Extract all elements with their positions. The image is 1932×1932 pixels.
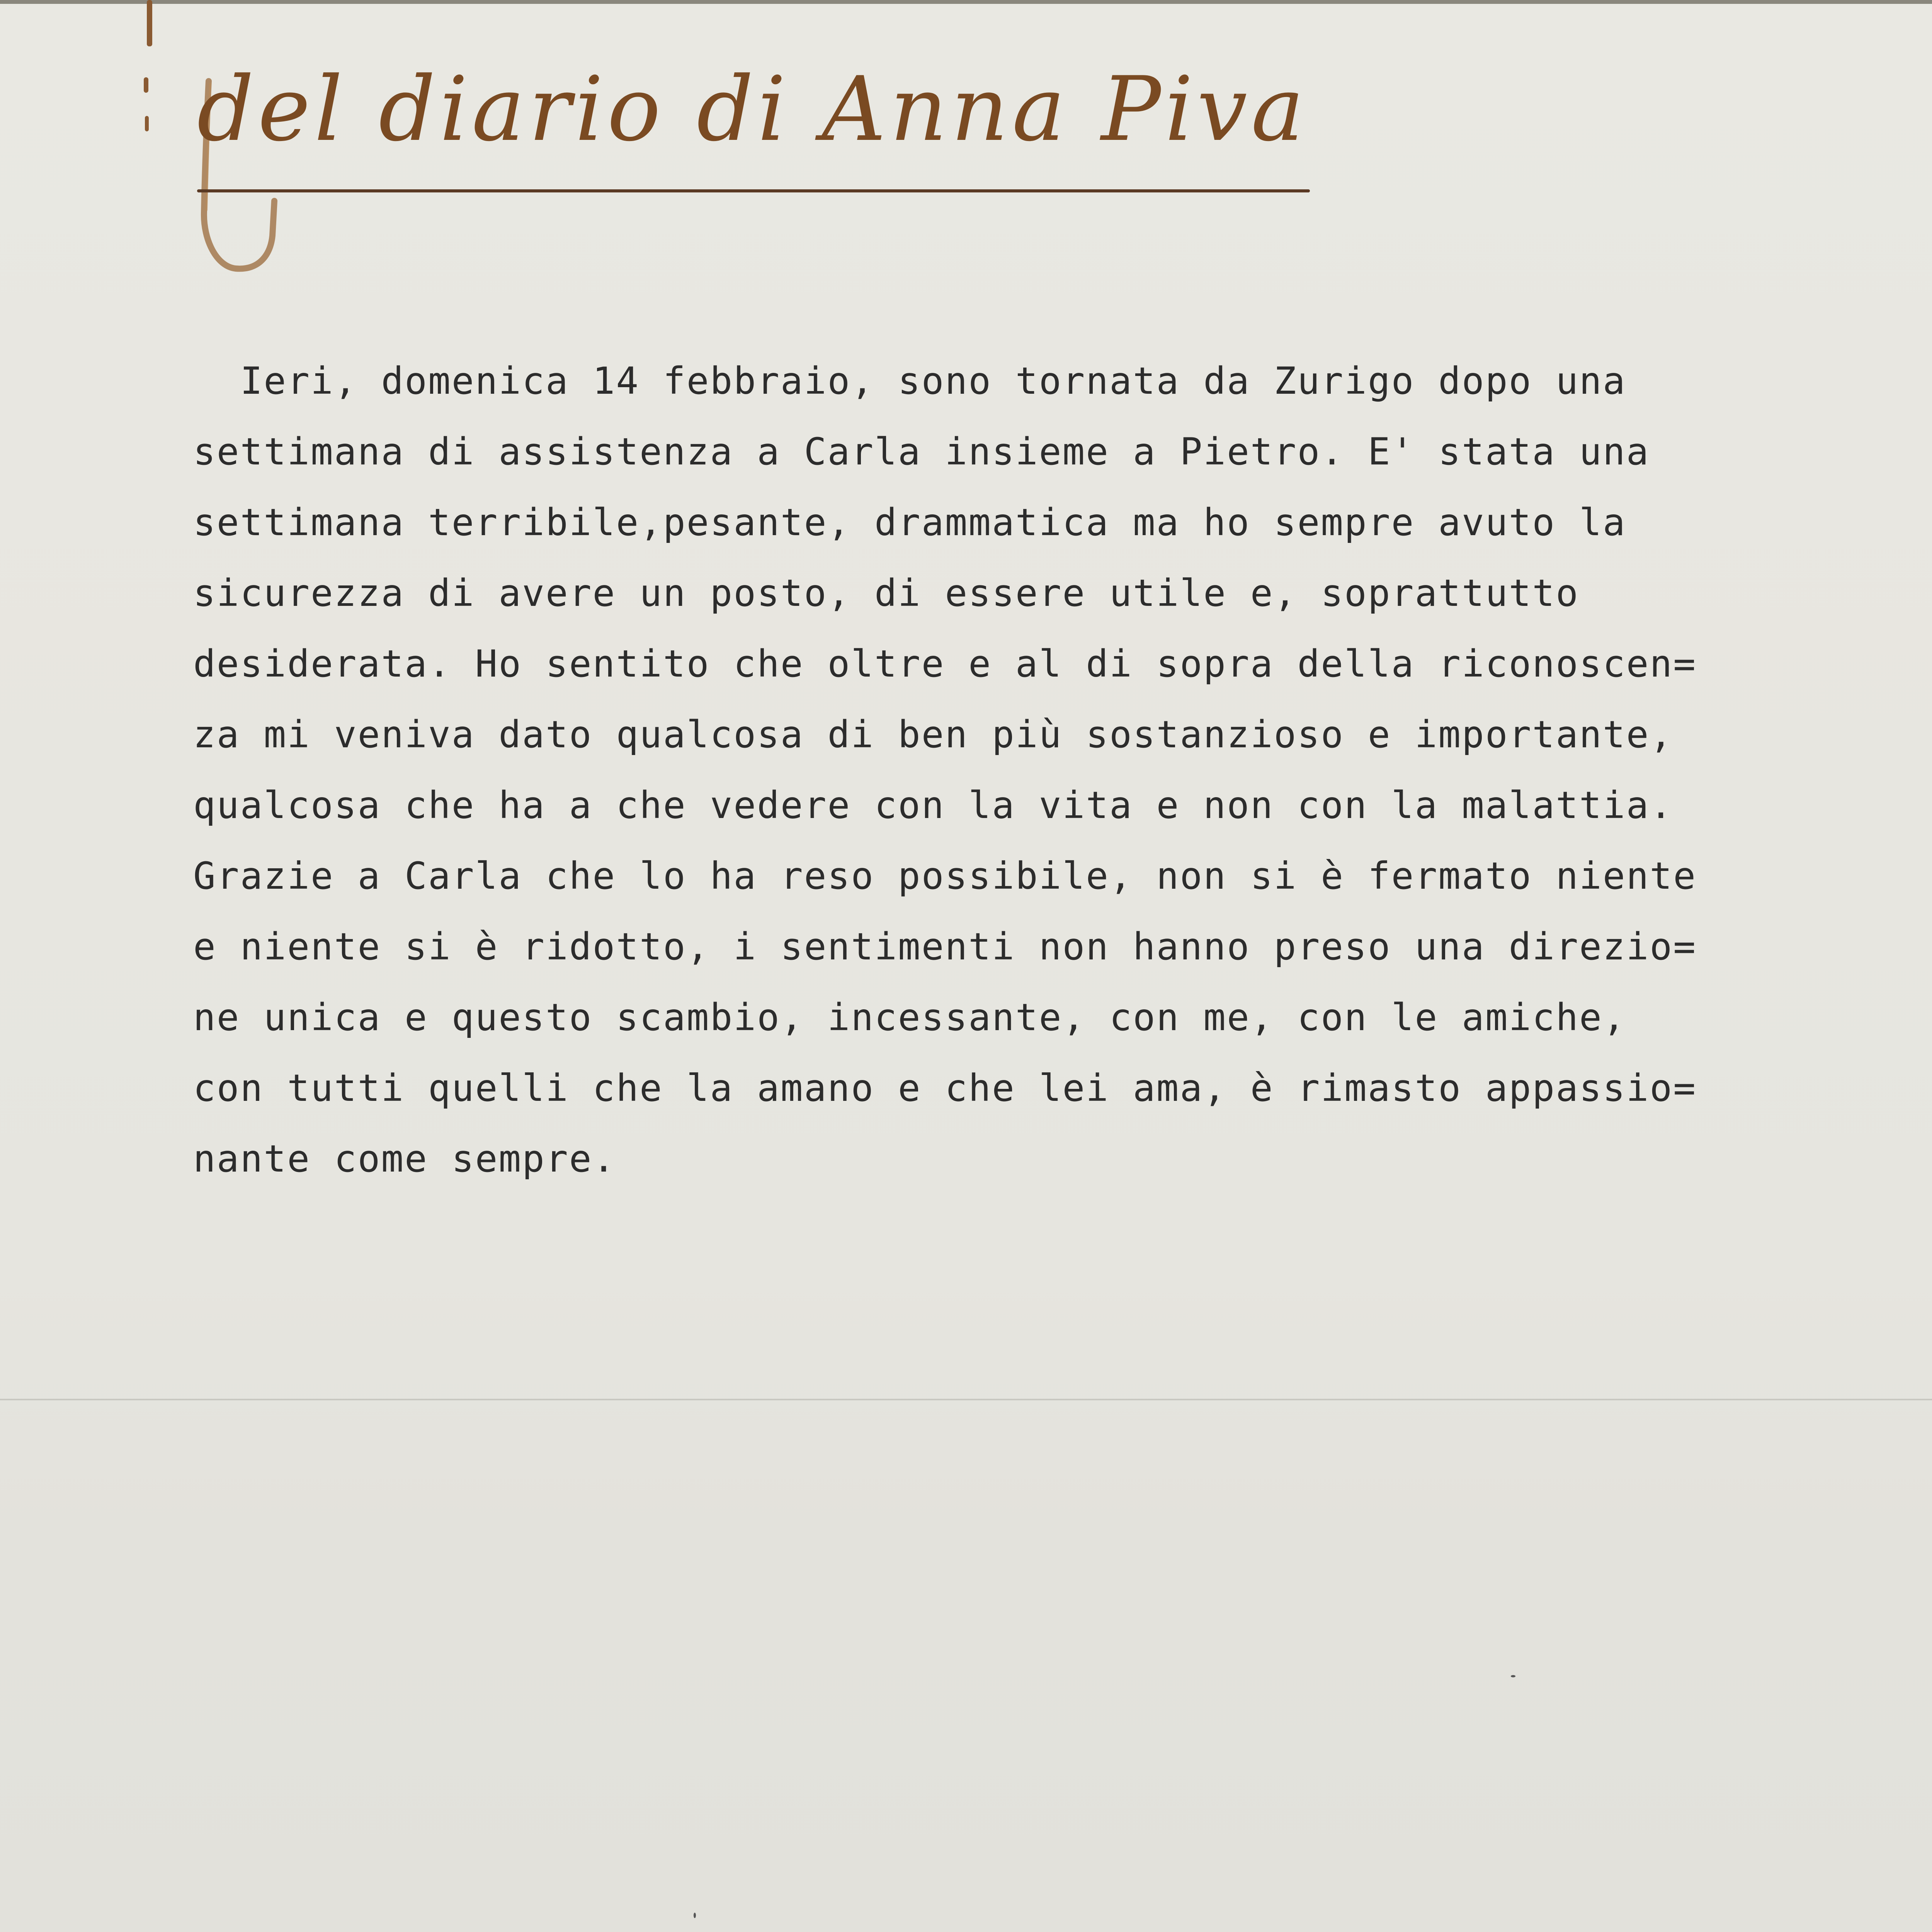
text-line: ne unica e questo scambio, incessante, con me, con le amiche, bbox=[193, 996, 1626, 1039]
text-line: e niente si è ridotto, i sentimenti non hanno preso una direzio= bbox=[193, 925, 1697, 968]
handwritten-heading bbox=[197, 50, 1318, 213]
typewritten-body bbox=[193, 346, 1816, 1194]
paper-top-edge bbox=[0, 0, 1932, 4]
text-line: settimana di assistenza a Carla insieme a Pietro. E' stata una bbox=[193, 430, 1650, 473]
text-line: Ieri, domenica 14 febbraio, sono tornata da Zurigo dopo una bbox=[193, 359, 1626, 403]
paper-speck bbox=[144, 77, 148, 93]
paper-fold-line bbox=[0, 1399, 1932, 1400]
text-line: Grazie a Carla che lo ha reso possibile, non si è fermato niente bbox=[193, 854, 1697, 898]
paper-speck bbox=[1511, 1675, 1515, 1677]
handwritten-title: del diario di Anna Piva bbox=[197, 58, 1308, 161]
text-line: qualcosa che ha a che vedere con la vita e non con la malattia. bbox=[193, 784, 1673, 827]
paper-speck bbox=[694, 1913, 696, 1918]
text-line: za mi veniva dato qualcosa di ben più sostanzioso e importante, bbox=[193, 713, 1673, 756]
text-line: sicurezza di avere un posto, di essere utile e, soprattutto bbox=[193, 571, 1580, 615]
text-line: settimana terribile,pesante, drammatica ma ho sempre avuto la bbox=[193, 501, 1626, 544]
heading-underline bbox=[197, 189, 1310, 192]
text-line: nante come sempre. bbox=[193, 1137, 616, 1180]
paper-speck bbox=[147, 0, 152, 46]
paper-speck bbox=[145, 116, 149, 131]
text-line: desiderata. Ho sentito che oltre e al di sopra della riconoscen= bbox=[193, 642, 1697, 685]
text-line: con tutti quelli che la amano e che lei ama, è rimasto appassio= bbox=[193, 1066, 1697, 1110]
